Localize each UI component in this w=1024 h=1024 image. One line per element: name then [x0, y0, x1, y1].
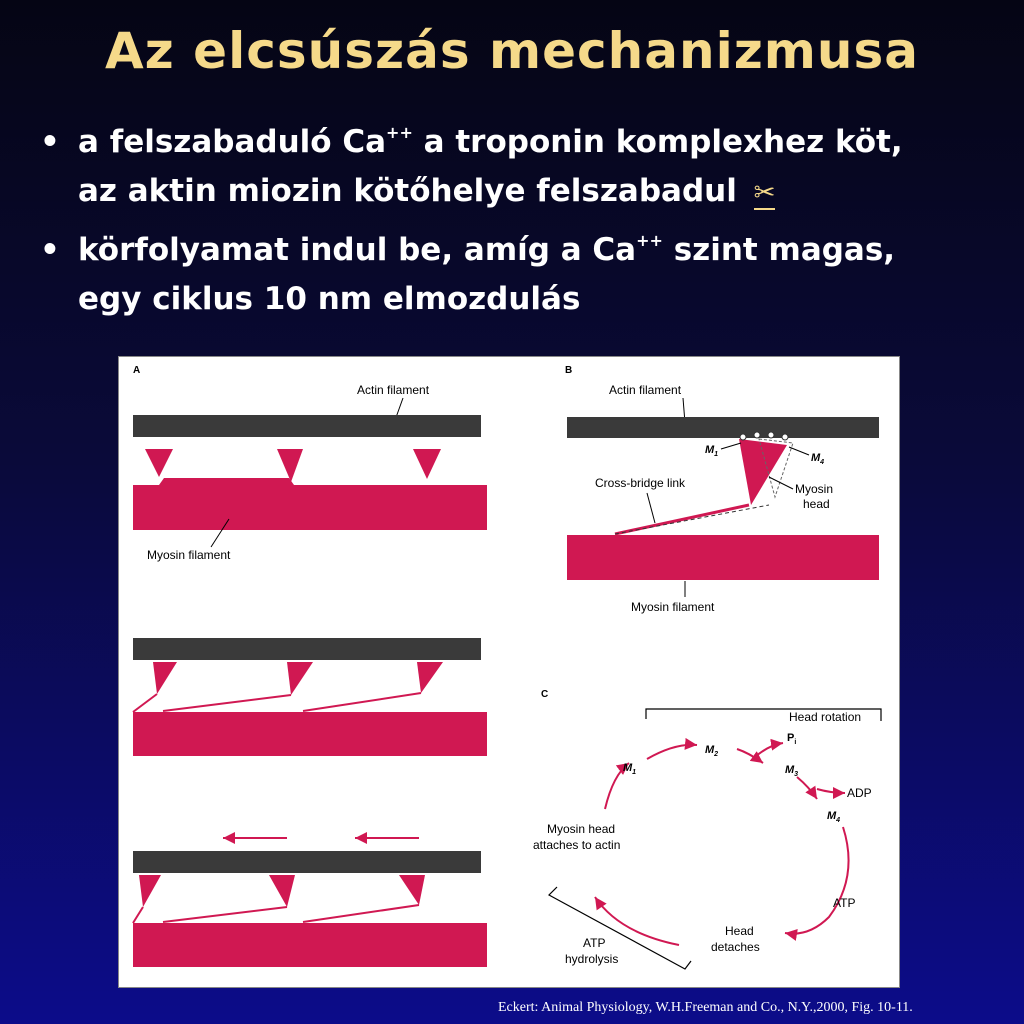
binding-site — [782, 434, 788, 440]
cycle-atp-label: ATP — [833, 896, 856, 910]
hydrolysis-label-1: ATP — [583, 936, 606, 950]
attach-label-2: attaches to actin — [533, 838, 621, 852]
hydrolysis-label-2: hydrolysis — [565, 952, 619, 966]
cross-bridge — [303, 693, 421, 711]
cycle-m4-label: $M_4$ — [827, 810, 841, 824]
adp-release-arrow — [817, 789, 845, 793]
panel-b-m4-leader — [789, 447, 809, 455]
myosin-filament — [133, 712, 487, 756]
panel-a-myosin-label: Myosin filament — [147, 548, 231, 562]
cycle-m3-label: $M_3$ — [785, 764, 799, 778]
myosin-head — [413, 449, 441, 479]
bullet-item-1 — [40, 118, 1000, 218]
cycle-arrow — [797, 777, 817, 799]
bullet2-text-c: egy ciklus 10 nm elmozdulás — [78, 281, 581, 317]
bullet-marker: • — [40, 124, 60, 160]
panel-b-cross-bridge-leader — [647, 493, 655, 523]
attach-label-1: Myosin head — [547, 822, 616, 836]
bullet2-text-b: szint magas, — [662, 232, 896, 268]
panel-b-myosin-label: Myosin filament — [631, 600, 715, 614]
myosin-head — [277, 449, 303, 482]
panel-b-actin-label: Actin filament — [609, 383, 682, 397]
panel-a-letter: A — [133, 365, 141, 376]
detach-label-2: detaches — [711, 940, 760, 954]
panel-b-myosin-head-label-2: head — [803, 497, 830, 511]
myosin-head — [287, 662, 313, 695]
panel-c-letter: C — [541, 689, 549, 700]
binding-site — [740, 434, 746, 440]
cycle-arrow — [785, 827, 849, 934]
citation: Eckert: Animal Physiology, W.H.Freeman and Co., N.Y.,2000, Fig. 10-11. — [498, 1000, 913, 1015]
cycle-adp-label: ADP — [847, 786, 872, 800]
myosin-head — [269, 875, 295, 907]
cross-bridge-link — [615, 505, 749, 534]
myosin-filament — [133, 478, 487, 530]
myosin-head — [417, 662, 443, 693]
binding-site — [754, 432, 760, 438]
actin-filament — [133, 638, 481, 660]
sliding-filament-figure — [118, 356, 900, 988]
cross-bridge — [163, 907, 287, 922]
myosin-head — [399, 875, 425, 905]
bullet-list — [40, 118, 1000, 332]
cross-bridge — [133, 907, 143, 923]
cross-bridge — [163, 695, 291, 711]
cross-bridge-outline — [615, 505, 769, 534]
pi-release-arrow — [755, 743, 783, 757]
myosin-head — [739, 439, 787, 505]
actin-filament — [133, 415, 481, 437]
panel-b-m4-label: $M_4$ — [811, 452, 825, 466]
slide-title: Az elcsúszás mechanizmusa — [104, 22, 920, 80]
link-icon[interactable]: ✂ — [753, 178, 776, 208]
cycle-arrow — [595, 897, 679, 945]
bullet1-text-a: a felszabaduló Ca — [78, 124, 387, 160]
actin-filament — [133, 851, 481, 873]
panel-b-m1-leader — [721, 443, 741, 449]
bullet1-text-b: a troponin komplexhez köt, — [412, 124, 903, 160]
cycle-m2-label: $M_2$ — [705, 744, 719, 758]
myosin-filament — [133, 923, 487, 967]
actin-filament — [567, 417, 879, 438]
bullet-marker: • — [40, 232, 60, 268]
myosin-filament — [567, 535, 879, 580]
bullet2-text-a: körfolyamat indul be, amíg a Ca — [78, 232, 637, 268]
panel-b-cross-bridge-label: Cross-bridge link — [595, 476, 686, 490]
bullet2-sup: ++ — [636, 231, 663, 250]
cycle-m1-label: $M_1$ — [623, 762, 637, 776]
cross-bridge — [133, 694, 157, 712]
panel-b-m1-label: $M_1$ — [705, 444, 719, 458]
panel-a-actin-label: Actin filament — [357, 383, 430, 397]
myosin-head — [153, 662, 177, 694]
bullet1-text-c: az aktin miozin kötőhelye felszabadul — [78, 173, 737, 209]
cycle-arrow — [647, 745, 697, 759]
cycle-arrow — [737, 749, 763, 763]
myosin-head — [145, 449, 173, 477]
panel-b-letter: B — [565, 365, 573, 376]
cycle-pi-label: $P_i$ — [787, 732, 797, 746]
cross-bridge — [303, 905, 419, 922]
bullet1-sup: ++ — [386, 123, 413, 142]
myosin-head — [139, 875, 161, 907]
binding-site — [768, 432, 774, 438]
head-rotation-label: Head rotation — [789, 710, 862, 724]
figure-svg — [119, 357, 899, 987]
detach-label-1: Head — [725, 924, 754, 938]
bullet-item-2 — [40, 226, 1000, 324]
panel-b-myosin-head-label-1: Myosin — [795, 482, 834, 496]
